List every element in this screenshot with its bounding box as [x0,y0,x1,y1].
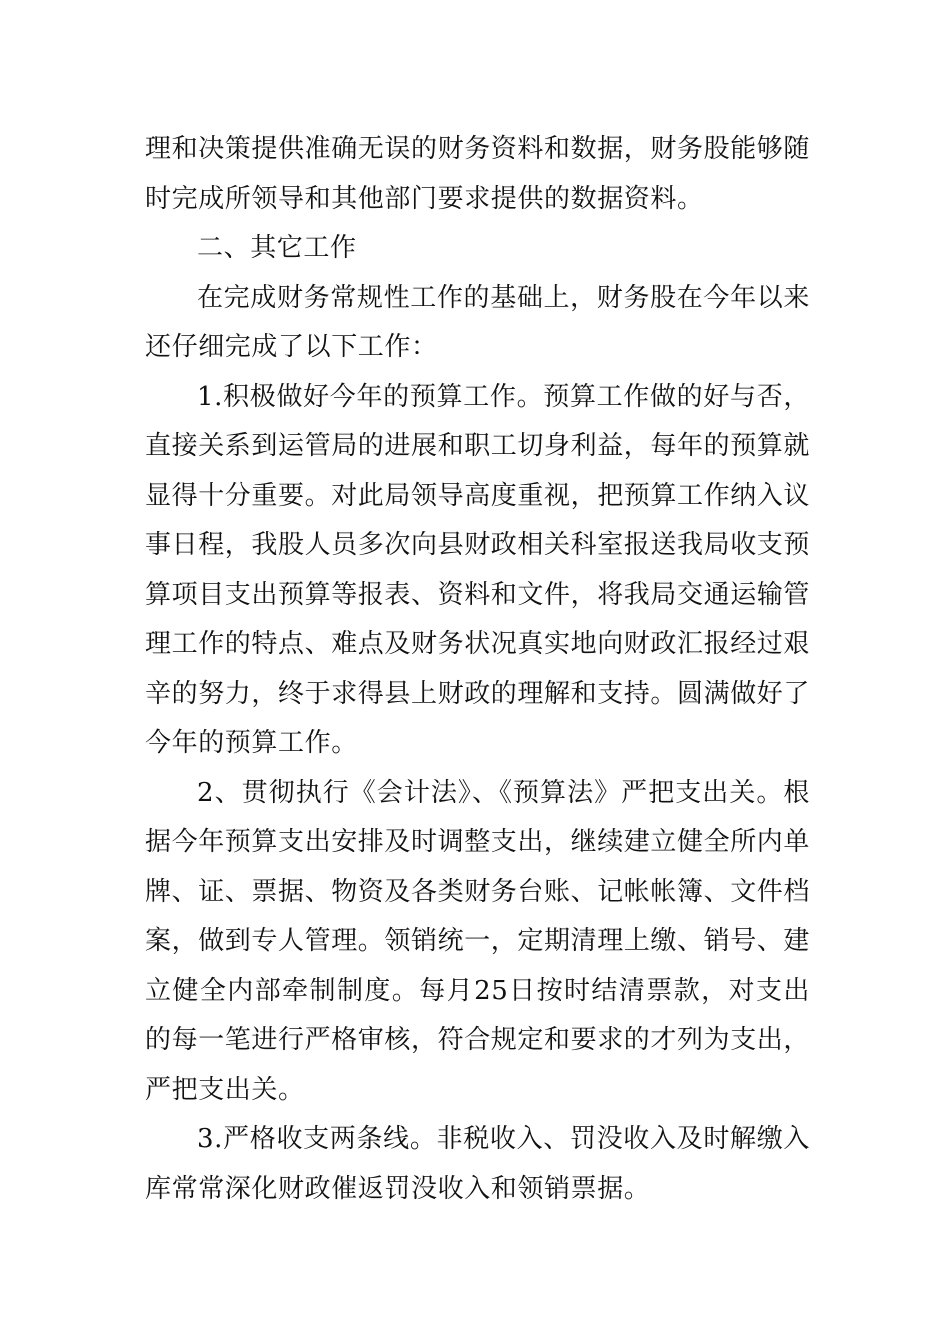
paragraph-4-budget: 1.积极做好今年的预算工作。预算工作做的好与否，直接关系到运管局的进展和职工切身利益，每年的预算就显得十分重要。对此局领导高度重视，把预算工作纳入议事日程，我股人员多次向县财政相关科室报送我局收支预算项目支出预算等报表、资料和文件，将我局交通运输管理工作的特点、难点及财务状况真实地向财政汇报经过艰辛的努力，终于求得县上财政的理解和支持。圆满做好了今年的预算工作。 [145,381,811,758]
paragraph-5-accounting-law: 2、贯彻执行《会计法》、《预算法》严把支出关。根据今年预算支出安排及时调整支出，继续建立健全所内单牌、证、票据、物资及各类财务台账、记帐帐簿、文件档案，做到专人管理。领销统一，定期清理上缴、销号、建立健全内部牵制制度。每月25日按时结清票款，对支出的每一笔进行严格审核，符合规定和要求的才列为支出，严把支出关。 [145,777,811,1105]
paragraph-3: 在完成财务常规性工作的基础上，财务股在今年以来还仔细完成了以下工作： [145,282,810,362]
paragraph-6-revenue: 3.严格收支两条线。非税收入、罚没收入及时解缴入库常常深化财政催返罚没收入和领销票据。 [145,1124,810,1204]
section-heading-other-work: 二、其它工作 [197,233,357,263]
document-body [145,125,810,1214]
paragraph-1: 理和决策提供准确无误的财务资料和数据，财务股能够随时完成所领导和其他部门要求提供的数据资料。 [145,134,811,214]
